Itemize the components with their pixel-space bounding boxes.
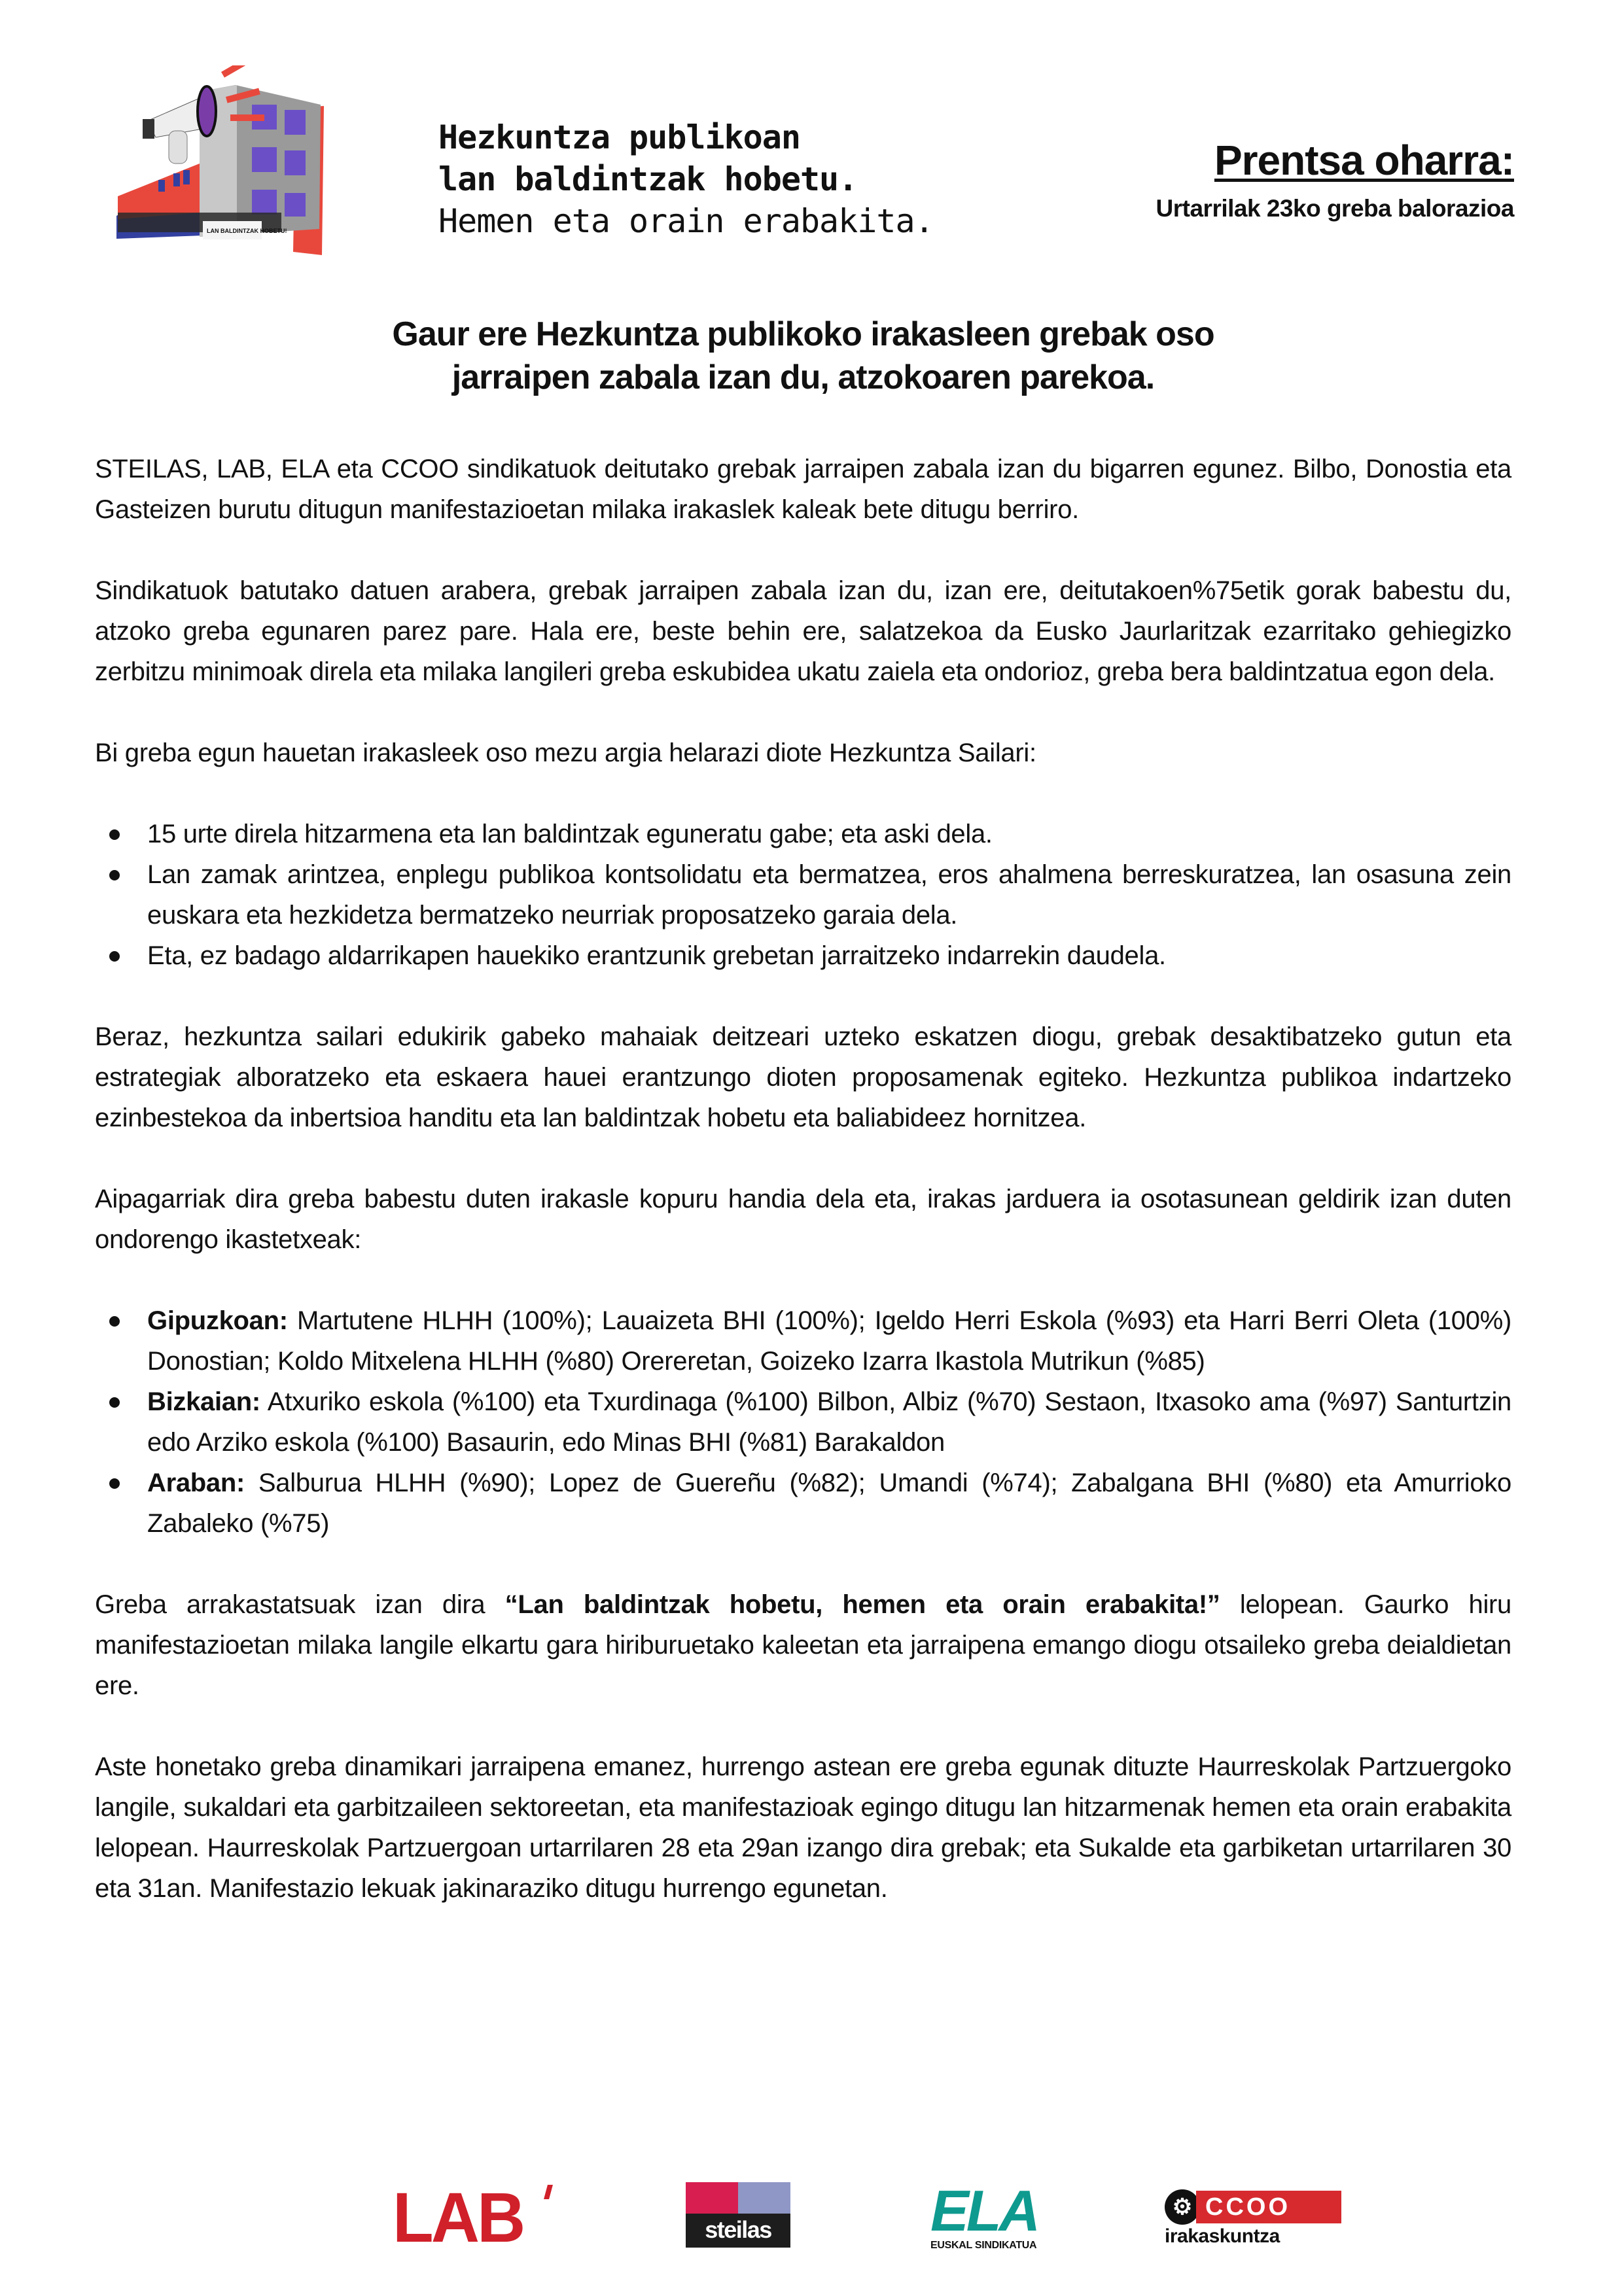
bullet-icon	[109, 1397, 120, 1408]
paragraph-message-intro: Bi greba egun hauetan irakasleek oso mezu argia helarazi diote Hezkuntza Sailari:	[95, 739, 1036, 767]
paragraph-request: Beraz, hezkuntza sailari edukirik gabeko mahaiak deitzeari uzteko eskatzen diogu, grebak desaktibatzeko gutun eta estrategiak alboratzeko eta eskaera hauei erantzungo dioten proposamenak egiteko. Hezkuntza publikoa indartzeko ezinbestekoa da inbertsioa handitu eta lan baldintzak hobetu eta baliabideez hornitzea.	[95, 1022, 1511, 1132]
ccoo-logo-text: CCOO	[1196, 2191, 1341, 2223]
demand-item	[95, 854, 1511, 935]
ccoo-logo-subtitle: irakaskuntza	[1165, 2225, 1280, 2247]
bullet-icon	[109, 1316, 120, 1327]
schools-item-gipuzkoa	[95, 1300, 1511, 1382]
slogan-lead: Greba arrakastatsuak izan dira	[95, 1590, 505, 1619]
schools-item-bizkaia	[95, 1382, 1511, 1463]
bullet-icon	[109, 1478, 120, 1489]
schools-text: Martutene HLHH (100%); Lauaizeta BHI (100%); Igeldo Herri Eskola (%93) eta Harri Berri Oleta (100%) Donostian; Koldo Mitxelena HLHH (%80) Orereretan, Goizeko Izarra Ikastola Mutrikun (%85)	[147, 1306, 1511, 1376]
schools-text: Atxuriko eskola (%100) eta Txurdinaga (%100) Bilbon, Albiz (%70) Sestaon, Itxasoko ama (%97) Santurtzin edo Arziko eskola (%100) Basaurin, edo Minas BHI (%81) Barakaldon	[147, 1387, 1511, 1457]
megaphone-building-illustration	[111, 65, 327, 255]
schools-list	[95, 1300, 1511, 1544]
demand-item	[95, 935, 1511, 976]
union-logos	[366, 2165, 1290, 2270]
bullet-icon	[109, 870, 120, 880]
slogan-tail: lelopean. Gaurko hiru manifestazioetan milaka langile elkartu gara hiriburuetako kaleetan eta jarraipena emango diogu otsaileko greba deialdietan ere.	[95, 1590, 1511, 1700]
ccoo-gear-icon: ⚙	[1165, 2189, 1200, 2225]
headline	[95, 313, 1511, 399]
ela-logo-text: ELA	[930, 2178, 1038, 2243]
demand-text: 15 urte direla hitzarmena eta lan baldintzak eguneratu gabe; eta aski dela.	[147, 820, 993, 848]
schools-text: Salburua HLHH (%90); Lopez de Guereñu (%82); Umandi (%74); Zabalgana BHI (%80) eta Amurrioko Zabaleko (%75)	[147, 1469, 1511, 1538]
region-label: Gipuzkoan:	[147, 1306, 288, 1335]
press-release-heading	[1156, 137, 1514, 225]
ela-logo	[930, 2178, 1061, 2251]
ela-logo-subtitle: EUSKAL SINDIKATUA	[930, 2240, 1037, 2251]
campaign-slogan-line-2: lan baldintzak hobetu.	[438, 160, 858, 198]
demand-text: Eta, ez badago aldarrikapen hauekiko erantzunik grebetan jarraitzeko indarrekin daudela.	[147, 941, 1166, 970]
press-release-subtitle: Urtarrilak 23ko greba balorazioa	[1156, 195, 1514, 222]
lab-logo	[393, 2178, 563, 2257]
campaign-slogan	[438, 116, 934, 242]
paragraph-next-strikes: Aste honetako greba dinamikari jarraipena emanez, hurrengo astean ere greba egunak dituzte Haurreskolak Partzuergoko langile, sukaldari eta garbitzaileen sektoreetan, eta manifestazioak egingo ditugu lan hitzarmenak hemen eta orain erabakita lelopean. Haurreskolak Partzuergoan urtarrilaren 28 eta 29an izango dira grebak; eta Sukalde eta garbiketan urtarrilaren 30 eta 31an. Manifestazio lekuak jakinaraziko ditugu hurrengo egunetan.	[95, 1752, 1511, 1903]
svg-text:LAN BALDINTZAK HOBETU!: LAN BALDINTZAK HOBETU!	[207, 228, 287, 234]
press-release-title: Prentsa oharra:	[1214, 137, 1514, 184]
demand-text: Lan zamak arintzea, enplegu publikoa kontsolidatu eta bermatzea, eros ahalmena berreskuratzea, lan osasuna zein euskara eta hezkidetza bermatzeko neurriak proposatzeko garaia dela.	[147, 860, 1511, 930]
lab-logo-text: LAB	[393, 2178, 523, 2257]
bullet-icon	[109, 829, 120, 840]
region-label: Araban:	[147, 1469, 245, 1497]
ccoo-logo	[1165, 2189, 1341, 2248]
article-body	[95, 449, 1511, 1949]
paragraph-schools-intro: Aipagarriak dira greba babestu duten irakasle kopuru handia dela eta, irakas jarduera ia osotasunean geldirik izan duten ondorengo ikastetxeak:	[95, 1185, 1511, 1254]
bullet-icon	[109, 951, 120, 962]
steilas-logo	[686, 2182, 790, 2248]
campaign-logo	[111, 65, 949, 255]
demand-item	[95, 814, 1511, 854]
headline-line-2: jarraipen zabala izan du, atzokoaren parekoa.	[451, 358, 1155, 396]
schools-item-araba	[95, 1463, 1511, 1544]
paragraph-intro: STEILAS, LAB, ELA eta CCOO sindikatuok deitutako grebak jarraipen zabala izan du bigarren egunez. Bilbo, Donostia eta Gasteizen burutu ditugun manifestazioetan milaka irakaslek kaleak bete ditugu berriro.	[95, 455, 1511, 524]
slogan-quote: “Lan baldintzak hobetu, hemen eta orain erabakita!”	[504, 1590, 1220, 1619]
paragraph-slogan	[95, 1584, 1511, 1706]
region-label: Bizkaian:	[147, 1387, 260, 1416]
headline-line-1: Gaur ere Hezkuntza publikoko irakasleen grebak oso	[392, 315, 1214, 353]
campaign-slogan-line-3: Hemen eta orain erabakita.	[438, 202, 934, 240]
demands-list	[95, 814, 1511, 976]
paragraph-data: Sindikatuok batutako datuen arabera, grebak jarraipen zabala izan du, izan ere, deitutakoen%75etik gorak babestu du, atzoko greba egunaren parez pare. Hala ere, beste behin ere, salatzekoa da Eusko Jaurlaritzak ezarritako gehiegizko zerbitzu minimoak direla eta milaka langileri greba eskubidea ukatu zaiela eta ondorioz, greba bera baldintzatua egon dela.	[95, 576, 1511, 686]
campaign-slogan-line-1: Hezkuntza publikoan	[438, 118, 800, 156]
steilas-logo-text: steilas	[686, 2214, 790, 2248]
steilas-emblem-icon	[686, 2182, 790, 2214]
